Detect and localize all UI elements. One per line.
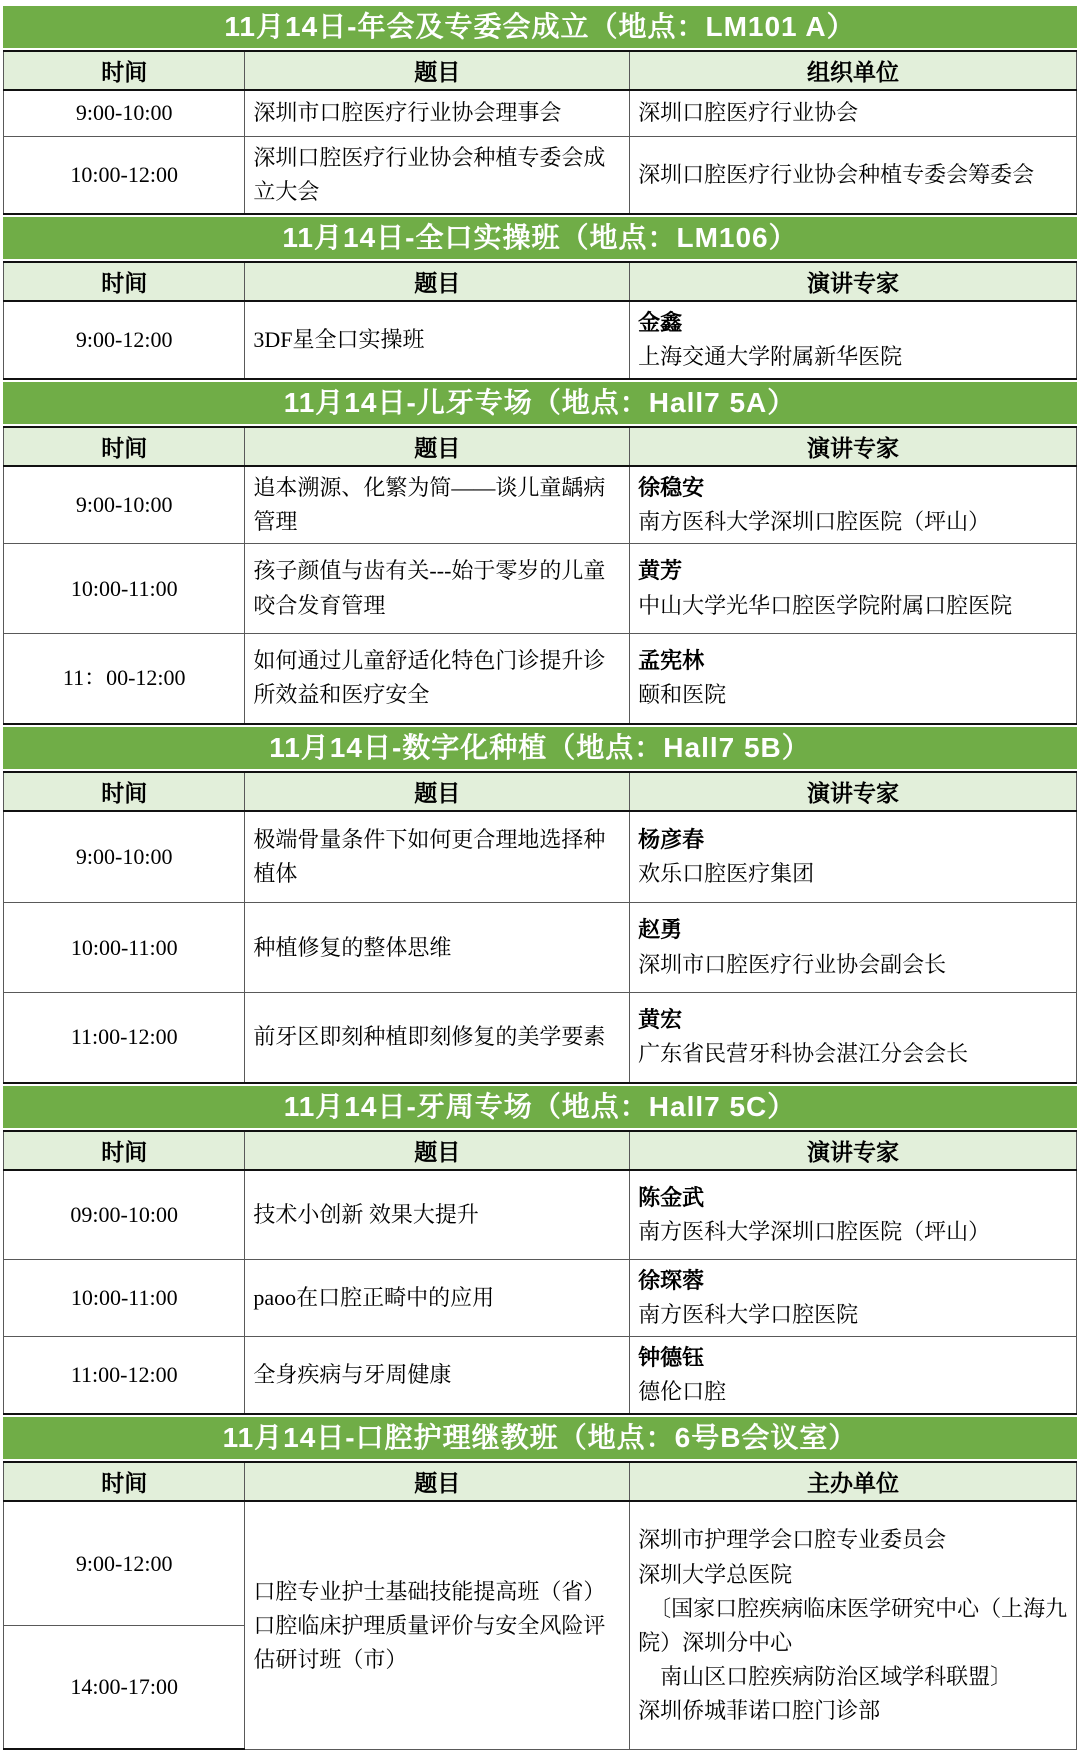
time-cell: 9:00-10:00: [4, 811, 245, 903]
col-header-title: 题目: [245, 1462, 630, 1501]
time-cell: 9:00-12:00: [4, 301, 245, 379]
speaker-cell: [630, 993, 1077, 1083]
host-line: 深圳大学总医院: [638, 1561, 793, 1587]
time-cell: 11：00-12:00: [4, 634, 245, 724]
col-header-title: 题目: [245, 772, 630, 811]
col-header-speaker: 演讲专家: [630, 772, 1077, 811]
table-row: [4, 634, 1077, 724]
section-banner-pediatric-dentistry: 11月14日-儿牙专场（地点：Hall7 5A）: [3, 382, 1077, 424]
title-cell: 深圳口腔医疗行业协会种植专委会成立大会: [245, 136, 630, 214]
time-cell: 9:00-10:00: [4, 466, 245, 544]
col-header-time: 时间: [4, 262, 245, 301]
speaker-cell: [630, 811, 1077, 903]
speaker-name: 钟德钰: [638, 1345, 705, 1371]
table-row: [4, 1170, 1077, 1260]
table-row: [4, 301, 1077, 379]
speaker-affiliation: 南方医科大学口腔医院: [638, 1302, 859, 1328]
col-header-time: 时间: [4, 1462, 245, 1501]
col-header-time: 时间: [4, 51, 245, 90]
section-table-pediatric-dentistry: [3, 426, 1077, 725]
header-row: [4, 1462, 1077, 1501]
time-cell: 10:00-11:00: [4, 1260, 245, 1337]
table-row: [4, 1501, 1077, 1625]
title-cell-merged: [245, 1501, 630, 1749]
table-row: [4, 466, 1077, 544]
time-cell: 10:00-11:00: [4, 544, 245, 634]
header-row: [4, 427, 1077, 466]
speaker-name: 杨彦春: [638, 826, 705, 852]
col-header-title: 题目: [245, 51, 630, 90]
course-title-line: 口腔临床护理质量评价与安全风险评估研讨班（市）: [253, 1612, 606, 1672]
speaker-affiliation: 颐和医院: [638, 682, 727, 708]
section-table-full-mouth-workshop: [3, 261, 1077, 380]
speaker-name: 金鑫: [638, 309, 683, 335]
title-cell: 前牙区即刻种植即刻修复的美学要素: [245, 993, 630, 1083]
course-title-line: 口腔专业护士基础技能提高班（省）: [253, 1578, 606, 1604]
header-row: [4, 262, 1077, 301]
speaker-name: 黄芳: [638, 558, 683, 584]
section-banner-full-mouth-workshop: 11月14日-全口实操班（地点：LM106）: [3, 217, 1077, 259]
section-table-annual-meeting: [3, 50, 1077, 215]
col-header-time: 时间: [4, 1131, 245, 1170]
speaker-cell: [630, 301, 1077, 379]
col-header-time: 时间: [4, 772, 245, 811]
col-header-title: 题目: [245, 1131, 630, 1170]
col-header-speaker: 演讲专家: [630, 427, 1077, 466]
speaker-affiliation: 南方医科大学深圳口腔医院（坪山）: [638, 508, 991, 534]
title-cell: 孩子颜值与齿有关---始于零岁的儿童咬合发育管理: [245, 544, 630, 634]
title-cell: 种植修复的整体思维: [245, 903, 630, 993]
table-row: [4, 1260, 1077, 1337]
time-cell: 10:00-11:00: [4, 903, 245, 993]
time-cell: 9:00-12:00: [4, 1501, 245, 1625]
time-cell: 9:00-10:00: [4, 90, 245, 136]
title-cell: 技术小创新 效果大提升: [245, 1170, 630, 1260]
header-row: [4, 51, 1077, 90]
title-cell: 如何通过儿童舒适化特色门诊提升诊所效益和医疗安全: [245, 634, 630, 724]
col-header-speaker: 演讲专家: [630, 262, 1077, 301]
host-cell-merged: [630, 1501, 1077, 1749]
speaker-cell: [630, 466, 1077, 544]
title-cell: 全身疾病与牙周健康: [245, 1337, 630, 1415]
section-banner-digital-implant: 11月14日-数字化种植（地点：Hall7 5B）: [3, 727, 1077, 769]
title-cell: 极端骨量条件下如何更合理地选择种植体: [245, 811, 630, 903]
table-row: [4, 544, 1077, 634]
time-cell: 11:00-12:00: [4, 1337, 245, 1415]
speaker-cell: [630, 903, 1077, 993]
section-banner-periodontal: 11月14日-牙周专场（地点：Hall7 5C）: [3, 1086, 1077, 1128]
speaker-name: 徐稳安: [638, 474, 705, 500]
speaker-cell: [630, 1337, 1077, 1415]
table-row: [4, 136, 1077, 214]
time-cell: 10:00-12:00: [4, 136, 245, 214]
time-cell: 09:00-10:00: [4, 1170, 245, 1260]
title-cell: 3DF星全口实操班: [245, 301, 630, 379]
col-header-title: 题目: [245, 262, 630, 301]
title-cell: 深圳市口腔医疗行业协会理事会: [245, 90, 630, 136]
host-line: 深圳市护理学会口腔专业委员会: [638, 1527, 947, 1553]
header-row: [4, 1131, 1077, 1170]
col-header-host: 主办单位: [630, 1462, 1077, 1501]
organizer-cell: 深圳口腔医疗行业协会种植专委会筹委会: [630, 136, 1077, 214]
section-table-periodontal: [3, 1130, 1077, 1416]
host-line: 深圳侨城菲诺口腔门诊部: [638, 1697, 881, 1723]
speaker-name: 孟宪林: [638, 648, 705, 674]
speaker-affiliation: 南方医科大学深圳口腔医院（坪山）: [638, 1218, 991, 1244]
host-line: 南山区口腔疾病防治区域学科联盟〕: [638, 1663, 1013, 1689]
table-row: [4, 993, 1077, 1083]
host-line: 〔国家口腔疾病临床医学研究中心（上海九院）深圳分中心: [638, 1595, 1068, 1655]
time-cell: 14:00-17:00: [4, 1625, 245, 1749]
col-header-title: 题目: [245, 427, 630, 466]
speaker-cell: [630, 1170, 1077, 1260]
time-cell: 11:00-12:00: [4, 993, 245, 1083]
table-row: [4, 90, 1077, 136]
organizer-cell: 深圳口腔医疗行业协会: [630, 90, 1077, 136]
speaker-affiliation: 欢乐口腔医疗集团: [638, 860, 815, 886]
speaker-name: 赵勇: [638, 917, 683, 943]
speaker-name: 陈金武: [638, 1184, 705, 1210]
title-cell: paoo在口腔正畸中的应用: [245, 1260, 630, 1337]
speaker-affiliation: 中山大学光华口腔医学院附属口腔医院: [638, 592, 1013, 618]
section-banner-nursing-continuing-education: 11月14日-口腔护理继教班（地点：6号B会议室）: [3, 1417, 1077, 1459]
speaker-cell: [630, 1260, 1077, 1337]
col-header-time: 时间: [4, 427, 245, 466]
section-banner-annual-meeting: 11月14日-年会及专委会成立（地点：LM101 A）: [3, 6, 1077, 48]
speaker-name: 徐琛蓉: [638, 1268, 705, 1294]
table-row: [4, 1337, 1077, 1415]
speaker-affiliation: 广东省民营牙科协会湛江分会会长: [638, 1041, 969, 1067]
speaker-name: 黄宏: [638, 1007, 683, 1033]
speaker-cell: [630, 634, 1077, 724]
table-row: [4, 811, 1077, 903]
speaker-affiliation: 德伦口腔: [638, 1379, 727, 1405]
col-header-organizer: 组织单位: [630, 51, 1077, 90]
col-header-speaker: 演讲专家: [630, 1131, 1077, 1170]
section-table-digital-implant: [3, 771, 1077, 1084]
header-row: [4, 772, 1077, 811]
table-row: [4, 903, 1077, 993]
conference-schedule: [3, 6, 1077, 1750]
title-cell: 追本溯源、化繁为简——谈儿童龋病管理: [245, 466, 630, 544]
speaker-cell: [630, 544, 1077, 634]
section-table-nursing-continuing-education: [3, 1461, 1077, 1750]
speaker-affiliation: 上海交通大学附属新华医院: [638, 343, 903, 369]
speaker-affiliation: 深圳市口腔医疗行业协会副会长: [638, 951, 947, 977]
